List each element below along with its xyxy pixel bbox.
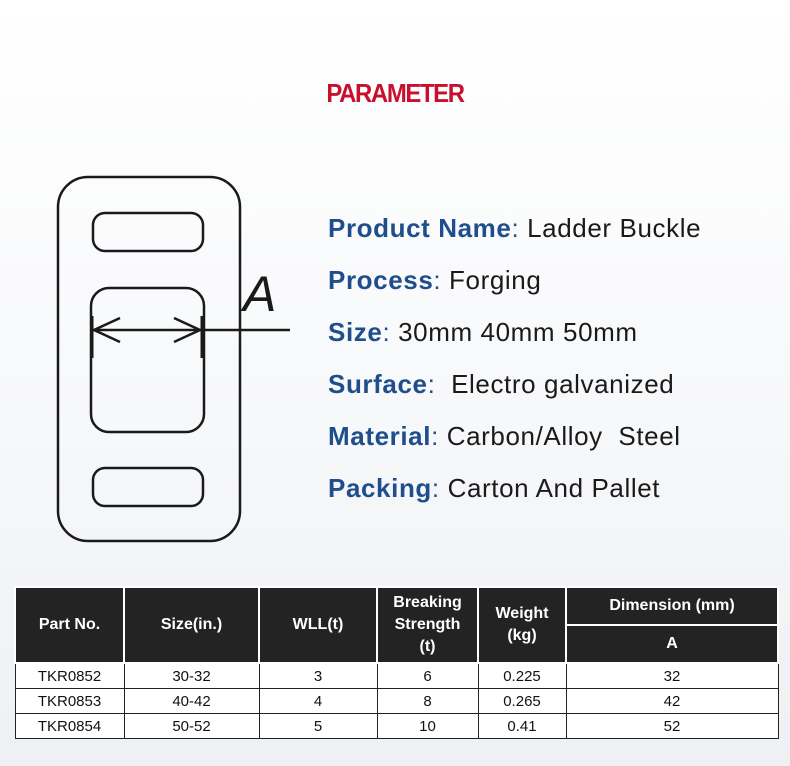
spec-value: Carbon/Alloy Steel [438, 421, 681, 451]
cell-dimension-a: 32 [566, 663, 778, 689]
buckle-bottom-slot [93, 468, 203, 506]
spec-colon: : [431, 473, 440, 503]
spec-colon: : [433, 265, 442, 295]
cell-part-no: TKR0852 [15, 663, 124, 689]
cell-weight: 0.225 [478, 663, 566, 689]
spec-colon: : [431, 421, 439, 451]
header-part-no: Part No. [15, 587, 124, 663]
cell-weight: 0.41 [478, 714, 566, 739]
cell-breaking: 10 [377, 714, 478, 739]
spec-key: Product Name [328, 213, 512, 243]
header-size: Size(in.) [124, 587, 259, 663]
header-breaking-line2: Strength [394, 616, 461, 633]
spec-key: Size [328, 317, 383, 347]
ladder-buckle-drawing [50, 170, 300, 550]
buckle-top-slot [93, 213, 203, 251]
spec-key: Surface [328, 369, 428, 399]
cell-size: 30-32 [124, 663, 259, 689]
spec-value: Ladder Buckle [519, 213, 702, 243]
spec-row-surface [328, 364, 788, 416]
cell-part-no: TKR0854 [15, 714, 124, 739]
cell-wll: 4 [259, 689, 377, 714]
buckle-center-slot [91, 288, 204, 432]
spec-row-product-name [328, 208, 788, 260]
header-dimension: Dimension (mm) [566, 587, 778, 625]
table-row [15, 663, 778, 689]
cell-weight: 0.265 [478, 689, 566, 714]
spec-key: Material [328, 421, 432, 451]
spec-row-size [328, 312, 788, 364]
spec-colon: : [382, 317, 391, 347]
spec-value: Forging [441, 265, 542, 295]
spec-key: Packing [328, 473, 432, 503]
header-breaking-line3: (t) [419, 638, 436, 655]
cell-breaking: 8 [377, 689, 478, 714]
header-breaking-line1: Breaking [393, 594, 462, 611]
cell-wll: 5 [259, 714, 377, 739]
header-breaking-strength [377, 587, 478, 663]
spec-value: 30mm 40mm 50mm [390, 317, 638, 347]
cell-dimension-a: 42 [566, 689, 778, 714]
cell-wll: 3 [259, 663, 377, 689]
cell-dimension-a: 52 [566, 714, 778, 739]
parameter-table [14, 586, 779, 739]
buckle-outline [58, 177, 240, 541]
cell-size: 50-52 [124, 714, 259, 739]
spec-colon: : [427, 369, 436, 399]
spec-list [328, 208, 788, 520]
header-weight-line1: Weight [495, 605, 549, 622]
page-title: PARAMETER [326, 78, 464, 108]
header-wll: WLL(t) [259, 587, 377, 663]
cell-breaking: 6 [377, 663, 478, 689]
table-row [15, 714, 778, 739]
header-weight-line2: (kg) [507, 627, 537, 644]
header-weight [478, 587, 566, 663]
spec-value: Electro galvanized [435, 369, 675, 399]
header-dimension-a: A [566, 625, 778, 663]
table-row [15, 689, 778, 714]
cell-part-no: TKR0853 [15, 689, 124, 714]
spec-value: Carton And Pallet [439, 473, 661, 503]
spec-colon: : [511, 213, 520, 243]
spec-row-packing [328, 468, 788, 520]
spec-row-material [328, 416, 788, 468]
dimension-label: A [243, 266, 277, 322]
spec-row-process [328, 260, 788, 312]
spec-key: Process [328, 265, 434, 295]
cell-size: 40-42 [124, 689, 259, 714]
